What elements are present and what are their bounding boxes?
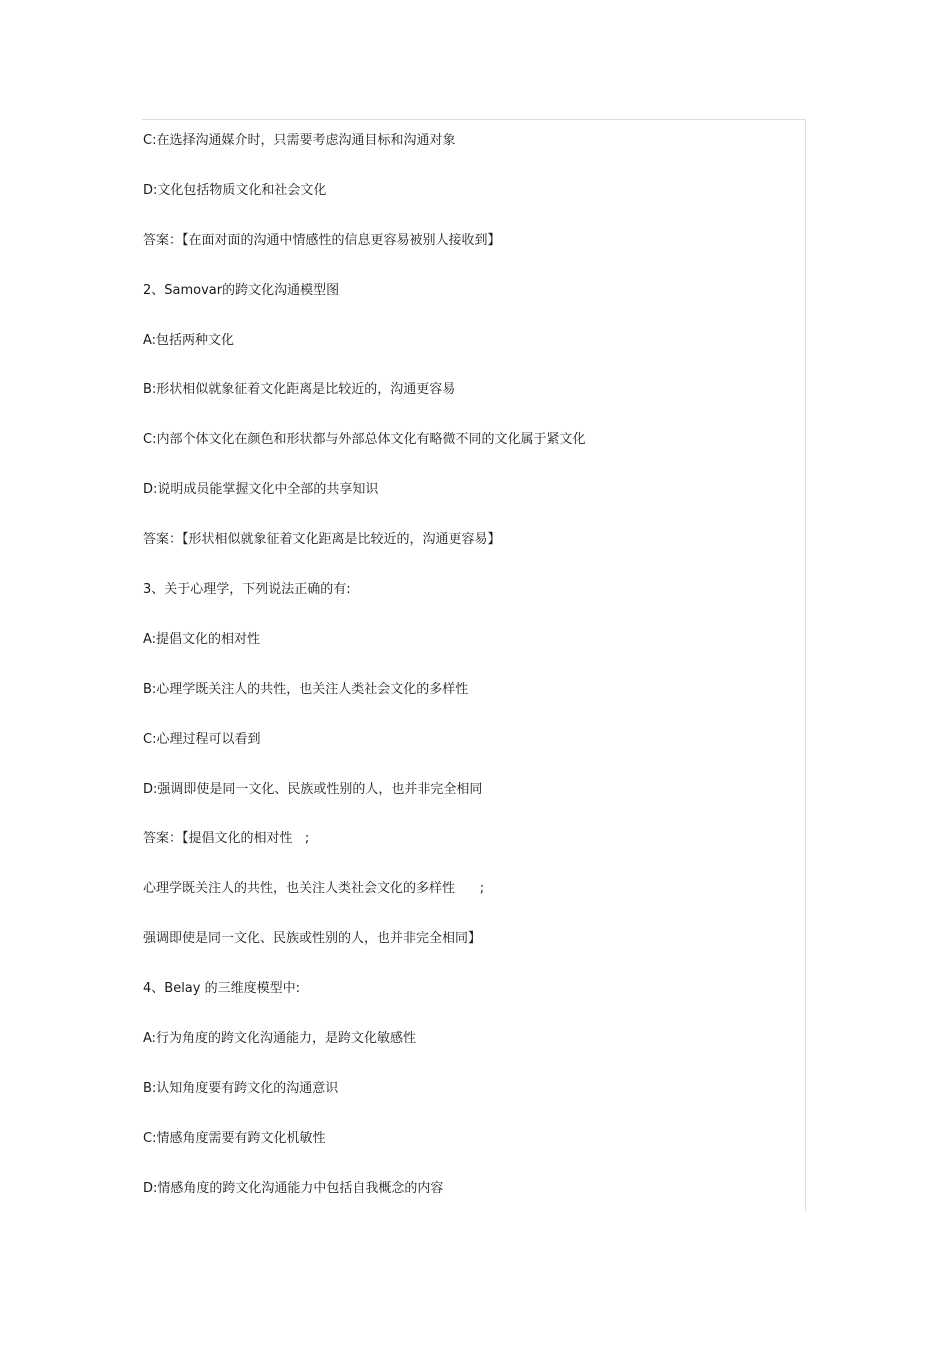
option-b-q2: B:形状相似就象征着文化距离是比较近的，沟通更容易 [143, 382, 456, 398]
option-c-q2: C:内部个体文化在颜色和形状都与外部总体文化有略微不同的文化属于紧文化 [143, 432, 586, 448]
option-a-q2: A:包括两种文化 [143, 332, 235, 348]
option-c-q3: C:心理过程可以看到 [143, 731, 261, 747]
option-b-q3: B:心理学既关注人的共性，也关注人类社会文化的多样性 [143, 681, 469, 697]
question-3: 3、关于心理学，下列说法正确的有: [143, 582, 351, 598]
option-a-q4: A:行为角度的跨文化沟通能力，是跨文化敏感性 [143, 1031, 417, 1047]
document-body [143, 131, 803, 1229]
answer-q3-part3: 强调即使是同一文化、民族或性别的人，也并非完全相同】 [143, 931, 482, 947]
option-d-q3: D:强调即使是同一文化、民族或性别的人，也并非完全相同 [143, 781, 483, 797]
answer-q3-part2: 心理学既关注人的共性，也关注人类社会文化的多样性 ; [143, 881, 485, 897]
answer-q1: 答案：【在面对面的沟通中情感性的信息更容易被别人接收到】 [143, 232, 501, 248]
option-c-q4: C:情感角度需要有跨文化机敏性 [143, 1130, 326, 1146]
option-a-q3: A:提倡文化的相对性 [143, 631, 261, 647]
option-c-q1: C:在选择沟通媒介时，只需要考虑沟通目标和沟通对象 [143, 133, 456, 148]
option-b-q4: B:认知角度要有跨文化的沟通意识 [143, 1080, 339, 1096]
question-4: 4、Belay 的三维度模型中: [143, 981, 300, 997]
option-d-q2: D:说明成员能掌握文化中全部的共享知识 [143, 482, 379, 498]
option-d-q1: D:文化包括物质文化和社会文化 [143, 182, 327, 198]
question-2: 2、Samovar的跨文化沟通模型图 [143, 282, 340, 298]
option-d-q4: D:情感角度的跨文化沟通能力中包括自我概念的内容 [143, 1180, 444, 1196]
answer-q2: 答案：【形状相似就象征着文化距离是比较近的，沟通更容易】 [143, 532, 501, 548]
answer-q3-part1: 答案：【提倡文化的相对性 ; [143, 831, 310, 847]
